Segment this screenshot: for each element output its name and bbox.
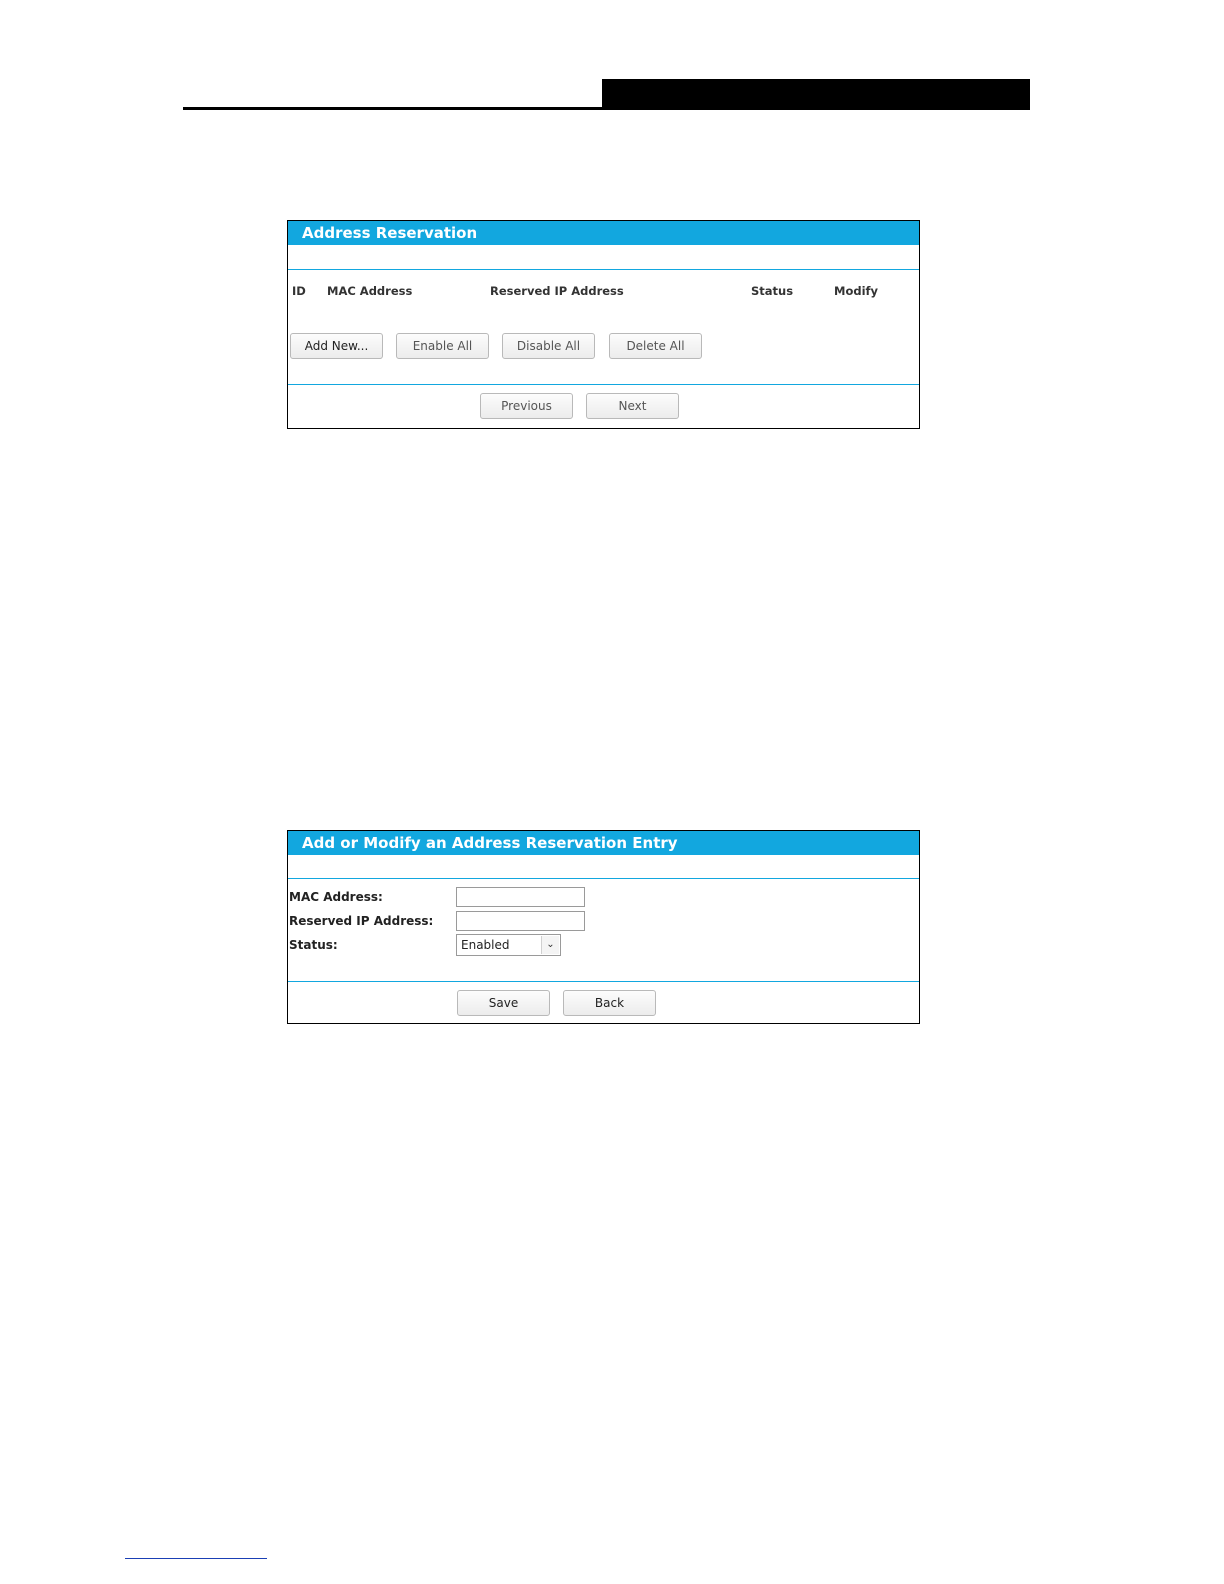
column-header-reserved-ip: Reserved IP Address — [490, 284, 624, 298]
header-rule — [183, 107, 1030, 110]
enable-all-button[interactable]: Enable All — [396, 333, 489, 359]
column-header-id: ID — [292, 284, 306, 298]
column-header-mac-address: MAC Address — [327, 284, 413, 298]
address-reservation-panel — [287, 220, 920, 429]
status-label: Status: — [289, 938, 338, 952]
column-header-status: Status — [751, 284, 794, 298]
mac-address-input[interactable] — [456, 887, 585, 907]
delete-all-button[interactable]: Delete All — [609, 333, 702, 359]
panel-title: Add or Modify an Address Reservation Entry — [288, 831, 919, 855]
status-select-value: Enabled — [461, 938, 510, 952]
mac-address-label: MAC Address: — [289, 890, 383, 904]
save-button[interactable]: Save — [457, 990, 550, 1016]
separator-bottom — [288, 981, 919, 982]
separator-bottom — [288, 384, 919, 385]
panel-title: Address Reservation — [288, 221, 919, 245]
separator-top — [288, 269, 919, 270]
separator-top — [288, 878, 919, 879]
reserved-ip-input[interactable] — [456, 911, 585, 931]
chevron-down-icon[interactable]: ⌄ — [541, 936, 559, 954]
next-button[interactable]: Next — [586, 393, 679, 419]
reserved-ip-label: Reserved IP Address: — [289, 914, 434, 928]
entry-form-panel — [287, 830, 920, 1024]
disable-all-button[interactable]: Disable All — [502, 333, 595, 359]
status-select[interactable] — [456, 934, 561, 956]
previous-button[interactable]: Previous — [480, 393, 573, 419]
header-black-block — [602, 79, 1030, 110]
footer-link-underline — [125, 1558, 267, 1559]
back-button[interactable]: Back — [563, 990, 656, 1016]
column-header-modify: Modify — [834, 284, 879, 298]
add-new-button[interactable]: Add New... — [290, 333, 383, 359]
